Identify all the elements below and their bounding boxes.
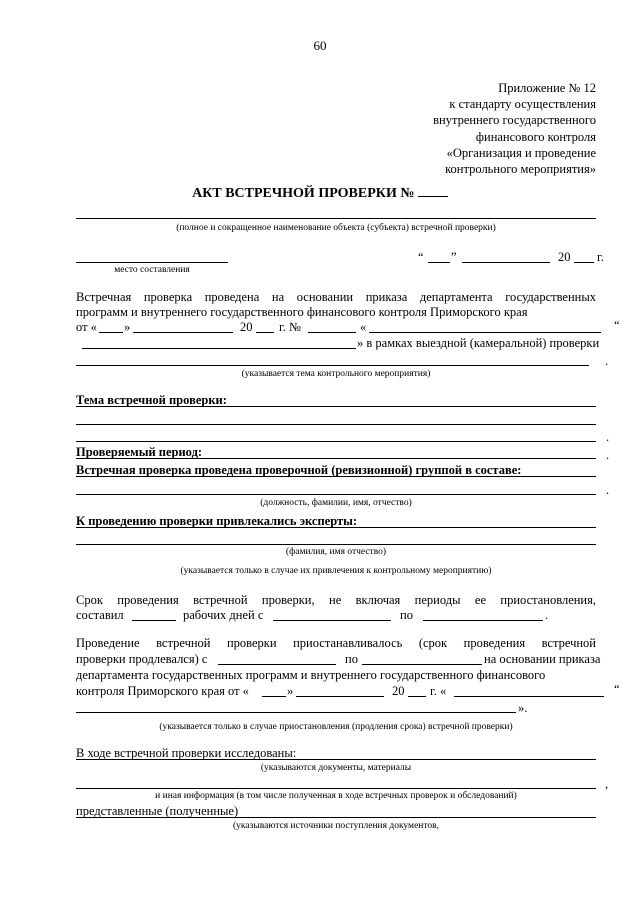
basis-tail: » в рамках выездной (камеральной) проверки (357, 336, 600, 350)
title-text: АКТ ВСТРЕЧНОЙ ПРОВЕРКИ № (192, 186, 415, 201)
appendix-line: Приложение № 12 (498, 81, 596, 95)
topic-caption: (указывается тема контрольного мероприятия) (241, 369, 431, 379)
group-field-1[interactable] (76, 476, 596, 477)
group-caption: (должность, фамилии, имя, отчество) (260, 498, 412, 508)
investigated-label: В ходе встречной проверки исследованы: (76, 746, 297, 760)
suspension-line-2a: проверки продлевался) с (76, 652, 208, 666)
date-month-field[interactable] (462, 262, 550, 263)
object-name-caption: (полное и сокращенное наименование объекта (субъекта) встречной проверки) (176, 223, 496, 233)
appendix-line: финансового контроля (475, 129, 596, 144)
topic-label: Тема встречной проверки: (76, 393, 227, 407)
group-dot: . (606, 483, 610, 497)
order-day-field[interactable] (99, 332, 123, 333)
act-number-field[interactable] (418, 185, 448, 197)
page-number: 60 (313, 38, 327, 53)
basis-year: 20 (240, 320, 253, 334)
document-title (0, 185, 640, 202)
experts-fio-caption: (фамилия, имя отчество) (285, 547, 387, 557)
suspension-g: г. « (430, 684, 447, 698)
duration-составил: составил (76, 608, 124, 622)
date-year-field[interactable] (574, 262, 594, 263)
suspension-line-4a: контроля Приморского края от « (76, 684, 249, 698)
date-day-field[interactable] (428, 262, 450, 263)
object-name-field[interactable] (76, 218, 596, 219)
presented-label: представленные (полученные) (76, 804, 239, 818)
experts-hint-caption: (указывается только в случае их привлечения к контрольному мероприятию) (180, 566, 492, 576)
basis-g-no: г. № (279, 320, 301, 334)
period-field[interactable] (76, 458, 596, 459)
investigated-field-1[interactable] (76, 759, 596, 760)
experts-field-1[interactable] (76, 527, 596, 528)
duration-po: по (400, 608, 413, 622)
duration-work-days: рабочих дней с (183, 608, 264, 622)
docs-caption: (указываются документы, материалы (260, 763, 412, 773)
topic-line-3[interactable] (76, 441, 596, 442)
appendix-line: к стандарту осуществления (449, 97, 596, 112)
topic-field[interactable] (76, 365, 589, 366)
basis-open-quote: « (360, 320, 367, 334)
order-month-field[interactable] (133, 332, 233, 333)
basis-line-1: Встречная проверка проведена на основании приказа департамента государственных (76, 290, 596, 304)
suspension-to-field[interactable] (362, 664, 482, 665)
suspension-quote: “ (614, 682, 620, 696)
topic-line-2[interactable] (76, 424, 596, 425)
order-number-field[interactable] (308, 332, 356, 333)
suspension-from-field[interactable] (218, 664, 336, 665)
suspension-line-4b: » (287, 684, 294, 698)
duration-to-field[interactable] (423, 620, 543, 621)
suspension-end: ». (518, 701, 528, 715)
experts-field-2[interactable] (76, 544, 596, 545)
place-caption: место составления (114, 265, 190, 275)
appendix-line: «Организация и проведение (446, 145, 596, 160)
suspension-line-2b: на основании приказа (484, 652, 601, 666)
period-label: Проверяемый период: (76, 445, 203, 459)
date-year-suffix: г. (597, 250, 604, 264)
suspension-order-day[interactable] (262, 696, 286, 697)
duration-line-1: Срок проведения встречной проверки, не включая периоды ее приостановления, (76, 593, 596, 607)
basis-close-quote: » (124, 320, 131, 334)
appendix-line: внутреннего государственного (433, 113, 596, 128)
suspension-po: по (345, 652, 358, 666)
duration-from-field[interactable] (273, 620, 391, 621)
suspension-line-1: Проведение встречной проверки приостанавливалось (срок проведения встречной (76, 636, 596, 650)
basis-line-2: программ и внутреннего государственного финансового контроля Приморского края (76, 305, 528, 319)
topic-dot: . (606, 430, 610, 444)
suspension-caption: (указывается только в случае приостановления (продления срока) встречной проверки) (159, 722, 513, 732)
suspension-order-name-2[interactable] (76, 712, 516, 713)
presented-field[interactable] (76, 817, 596, 818)
date-year-prefix: 20 (558, 250, 571, 264)
duration-dot: . (545, 608, 549, 622)
period-dot: . (606, 448, 610, 462)
order-year-field[interactable] (256, 332, 274, 333)
order-name-field-2[interactable] (82, 348, 356, 349)
basis-quote-mark: “ (614, 318, 620, 332)
appendix-line: контрольного мероприятия» (445, 162, 596, 177)
date-quote-open: “ (418, 250, 424, 264)
suspension-order-name[interactable] (454, 696, 604, 697)
experts-label: К проведению проверки привлекались эксперты: (76, 514, 358, 528)
appendix-block (433, 80, 596, 177)
suspension-order-year[interactable] (408, 696, 426, 697)
sources-caption: (указываются источники поступления документов, (232, 821, 440, 831)
order-name-field[interactable] (369, 332, 601, 333)
suspension-year: 20 (392, 684, 405, 698)
suspension-line-3: департамента государственных программ и внутреннего государственного финансового (76, 668, 546, 682)
topic-line-1[interactable] (76, 406, 596, 407)
basis-dot: . (605, 354, 609, 368)
other-info-caption: и иная информация (в том числе полученная в ходе встречных проверок и обследований) (155, 791, 517, 801)
group-label: Встречная проверка проведена проверочной (ревизионной) группой в составе: (76, 463, 522, 477)
place-field[interactable] (76, 262, 228, 263)
date-quote-close: ” (451, 250, 457, 264)
investigated-field-2[interactable] (76, 788, 596, 789)
basis-from: от « (76, 320, 97, 334)
work-days-field[interactable] (132, 620, 176, 621)
investigated-comma: , (605, 777, 609, 791)
group-field-2[interactable] (76, 494, 596, 495)
suspension-order-month[interactable] (296, 696, 384, 697)
